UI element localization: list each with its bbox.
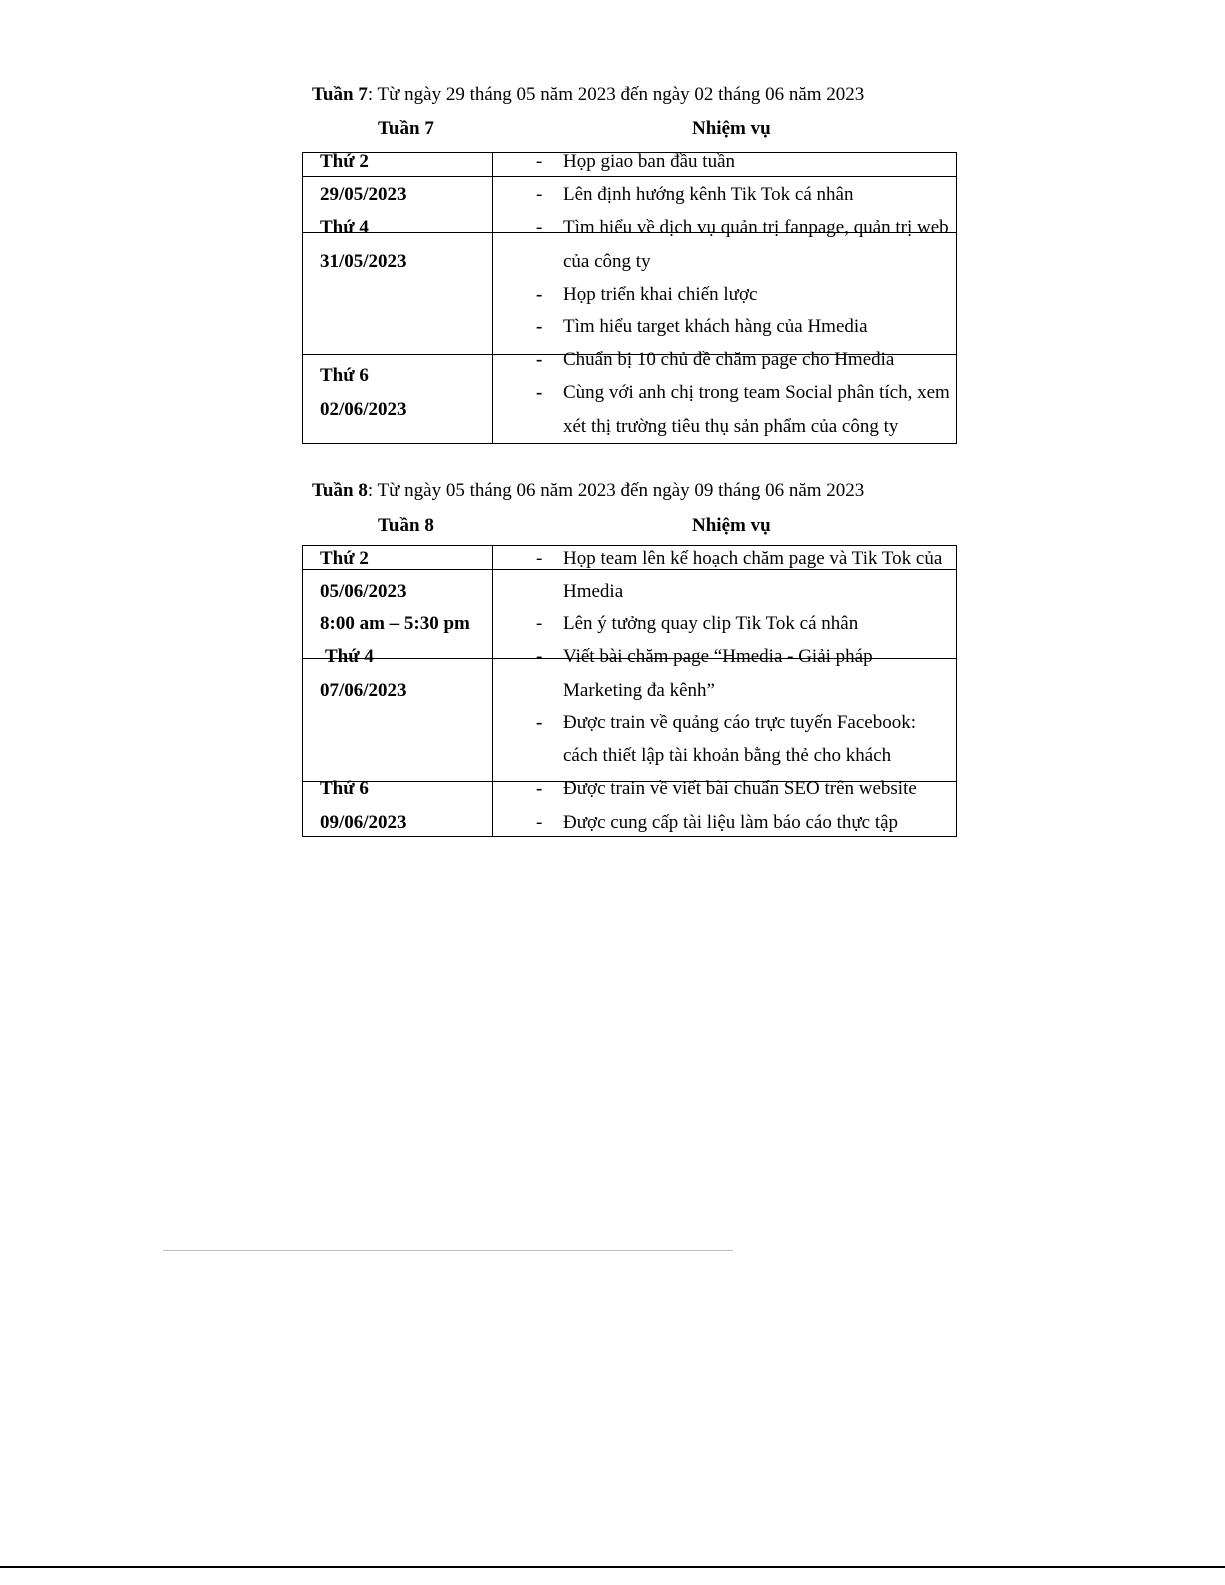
week7-heading-range: : Từ ngày 29 tháng 05 năm 2023 đến ngày 02 tháng 06 năm 2023 bbox=[367, 84, 865, 105]
week8-heading-range: : Từ ngày 05 tháng 06 năm 2023 đến ngày 09 tháng 06 năm 2023 bbox=[367, 480, 865, 501]
bullet: - bbox=[536, 712, 543, 733]
column-divider bbox=[492, 153, 493, 443]
day-label: Thứ 4 bbox=[325, 646, 374, 667]
task-item-continued: cách thiết lập tài khoản bằng thẻ cho khách bbox=[563, 745, 892, 766]
bullet: - bbox=[536, 349, 543, 370]
bullet: - bbox=[536, 184, 543, 205]
bullet: - bbox=[536, 548, 543, 569]
bullet: - bbox=[536, 613, 543, 634]
week7-col-week: Tuần 7 bbox=[378, 118, 434, 139]
bullet: - bbox=[536, 382, 543, 403]
column-divider bbox=[492, 546, 493, 836]
date-label: 29/05/2023 bbox=[320, 184, 407, 205]
task-item-continued: Marketing đa kênh” bbox=[563, 680, 715, 701]
date-label: 31/05/2023 bbox=[320, 251, 407, 272]
task-item-continued: của công ty bbox=[563, 251, 651, 272]
task-item: Lên ý tưởng quay clip Tik Tok cá nhân bbox=[563, 613, 859, 634]
task-item-continued: Hmedia bbox=[563, 581, 624, 602]
task-item: Cùng với anh chị trong team Social phân tích, xem bbox=[563, 382, 950, 403]
bullet: - bbox=[536, 217, 543, 238]
day-label: Thứ 2 bbox=[320, 151, 369, 172]
bullet: - bbox=[536, 778, 543, 799]
task-item: Được train về quảng cáo trực tuyến Facebook: bbox=[563, 712, 916, 733]
task-item: Họp giao ban đầu tuần bbox=[563, 151, 736, 172]
week8-col-tasks: Nhiệm vụ bbox=[692, 515, 771, 536]
week7-col-tasks: Nhiệm vụ bbox=[692, 118, 771, 139]
task-item: Chuẩn bị 10 chủ đề chăm page cho Hmedia bbox=[563, 349, 895, 370]
task-item: Được cung cấp tài liệu làm báo cáo thực tập bbox=[563, 812, 899, 833]
week8-heading-label: Tuần 8 bbox=[312, 480, 368, 501]
bullet: - bbox=[536, 316, 543, 337]
page-bottom-border bbox=[0, 1566, 1225, 1568]
date-label: 07/06/2023 bbox=[320, 680, 407, 701]
bullet: - bbox=[536, 151, 543, 172]
task-item: Tìm hiểu target khách hàng của Hmedia bbox=[563, 316, 868, 337]
bullet: - bbox=[536, 812, 543, 833]
week7-heading bbox=[312, 84, 864, 106]
day-label: Thứ 6 bbox=[320, 778, 369, 799]
week8-heading bbox=[312, 480, 864, 502]
week7-table bbox=[302, 152, 957, 444]
task-item: Lên định hướng kênh Tik Tok cá nhân bbox=[563, 184, 854, 205]
time-label: 8:00 am – 5:30 pm bbox=[320, 613, 470, 634]
bullet: - bbox=[536, 284, 543, 305]
week7-heading-label: Tuần 7 bbox=[312, 84, 368, 105]
row-divider bbox=[303, 176, 956, 177]
task-item: Được train về viết bài chuẩn SEO trên website bbox=[563, 778, 917, 799]
date-label: 05/06/2023 bbox=[320, 581, 407, 602]
task-item: Họp team lên kế hoạch chăm page và Tik Tok của bbox=[563, 548, 943, 569]
date-label: 02/06/2023 bbox=[320, 399, 407, 420]
day-label: Thứ 6 bbox=[320, 365, 369, 386]
week8-table bbox=[302, 545, 957, 837]
week8-col-week: Tuần 8 bbox=[378, 515, 434, 536]
day-label: Thứ 2 bbox=[320, 548, 369, 569]
day-label: Thứ 4 bbox=[320, 217, 369, 238]
task-item: Viết bài chăm page “Hmedia - Giải pháp bbox=[563, 646, 873, 667]
footnote-separator bbox=[163, 1250, 733, 1251]
date-label: 09/06/2023 bbox=[320, 812, 407, 833]
task-item: Họp triển khai chiến lược bbox=[563, 284, 758, 305]
task-item-continued: xét thị trường tiêu thụ sản phẩm của công ty bbox=[563, 416, 899, 437]
bullet: - bbox=[536, 646, 543, 667]
task-item: Tìm hiểu về dịch vụ quản trị fanpage, quản trị web bbox=[563, 217, 949, 238]
